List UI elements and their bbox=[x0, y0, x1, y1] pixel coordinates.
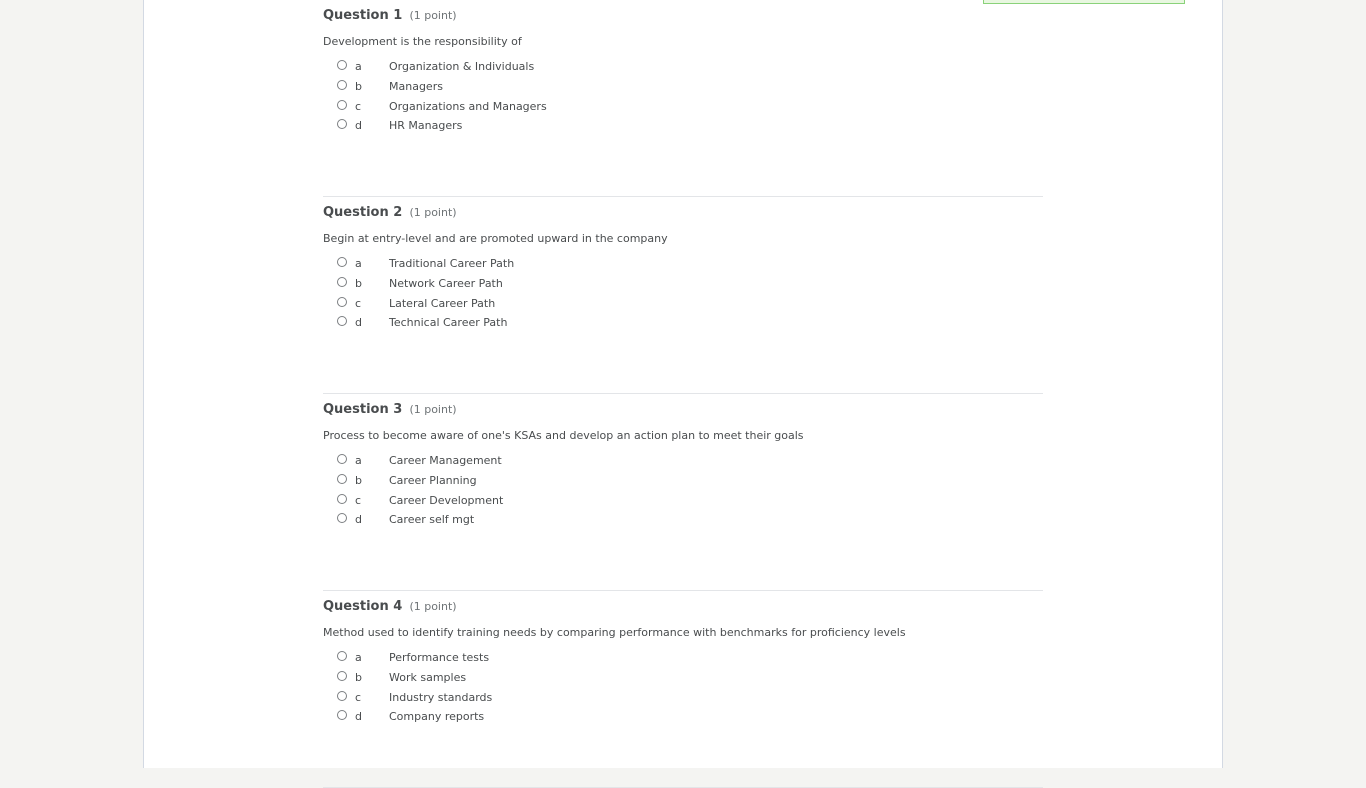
answer-option-d[interactable] bbox=[336, 313, 514, 333]
answer-option-b[interactable] bbox=[336, 668, 492, 688]
option-letter: d bbox=[355, 513, 362, 527]
answer-option-d[interactable] bbox=[336, 116, 547, 136]
option-label: Industry standards bbox=[389, 690, 493, 704]
radio-button[interactable] bbox=[337, 710, 347, 720]
option-letter: d bbox=[355, 710, 362, 724]
option-label: Career self mgt bbox=[389, 513, 475, 527]
answer-options bbox=[336, 648, 492, 727]
question-title: Question 3 bbox=[323, 402, 403, 417]
option-letter: b bbox=[355, 277, 362, 291]
question-title: Question 4 bbox=[323, 599, 403, 614]
question-header bbox=[323, 599, 457, 614]
answer-option-c[interactable] bbox=[336, 293, 514, 313]
question-points: (1 point) bbox=[409, 600, 457, 613]
option-label: Work samples bbox=[389, 671, 467, 685]
answer-option-c[interactable] bbox=[336, 96, 547, 116]
question-text: Development is the responsibility of bbox=[323, 35, 522, 48]
answer-option-b[interactable] bbox=[336, 77, 547, 97]
radio-button[interactable] bbox=[337, 691, 347, 701]
question-points: (1 point) bbox=[409, 403, 457, 416]
option-label: Organizations and Managers bbox=[389, 99, 547, 113]
answer-option-d[interactable] bbox=[336, 707, 492, 727]
answer-option-a[interactable] bbox=[336, 451, 503, 471]
option-label: Traditional Career Path bbox=[389, 257, 515, 271]
answer-option-d[interactable] bbox=[336, 510, 503, 530]
radio-button[interactable] bbox=[337, 671, 347, 681]
option-label: Career Planning bbox=[389, 474, 477, 488]
answer-option-a[interactable] bbox=[336, 57, 547, 77]
question-text: Begin at entry-level and are promoted upward in the company bbox=[323, 232, 668, 245]
radio-button[interactable] bbox=[337, 474, 347, 484]
answer-options bbox=[336, 254, 514, 333]
option-letter: a bbox=[355, 60, 362, 74]
option-label: Technical Career Path bbox=[389, 316, 508, 330]
option-label: Performance tests bbox=[389, 651, 490, 665]
option-letter: d bbox=[355, 119, 362, 133]
radio-button[interactable] bbox=[337, 257, 347, 267]
option-letter: b bbox=[355, 671, 362, 685]
answer-options bbox=[336, 451, 503, 530]
option-letter: c bbox=[355, 296, 362, 310]
option-label: Career Development bbox=[389, 493, 504, 507]
question-1 bbox=[323, 0, 1043, 197]
answer-options bbox=[336, 57, 547, 136]
radio-button[interactable] bbox=[337, 100, 347, 110]
option-letter: b bbox=[355, 474, 362, 488]
option-label: Network Career Path bbox=[389, 277, 503, 291]
answer-option-a[interactable] bbox=[336, 648, 492, 668]
option-letter: d bbox=[355, 316, 362, 330]
question-text: Method used to identify training needs by comparing performance with benchmarks for proficiency levels bbox=[323, 626, 906, 639]
question-points: (1 point) bbox=[409, 206, 457, 219]
radio-button[interactable] bbox=[337, 297, 347, 307]
option-letter: a bbox=[355, 454, 362, 468]
option-letter: b bbox=[355, 80, 362, 94]
radio-button[interactable] bbox=[337, 651, 347, 661]
option-label: Career Management bbox=[389, 454, 502, 468]
question-header bbox=[323, 402, 457, 417]
option-label: Lateral Career Path bbox=[389, 296, 496, 310]
option-letter: c bbox=[355, 99, 362, 113]
option-letter: a bbox=[355, 257, 362, 271]
answer-option-c[interactable] bbox=[336, 490, 503, 510]
question-title: Question 1 bbox=[323, 8, 403, 23]
question-title: Question 2 bbox=[323, 205, 403, 220]
option-label: Managers bbox=[389, 80, 443, 94]
question-text: Process to become aware of one's KSAs and develop an action plan to meet their goals bbox=[323, 429, 804, 442]
option-label: Organization & Individuals bbox=[389, 60, 535, 74]
question-header bbox=[323, 8, 457, 23]
radio-button[interactable] bbox=[337, 316, 347, 326]
answer-option-c[interactable] bbox=[336, 687, 492, 707]
quiz-question-list bbox=[323, 0, 1043, 788]
radio-button[interactable] bbox=[337, 513, 347, 523]
radio-button[interactable] bbox=[337, 60, 347, 70]
option-label: HR Managers bbox=[389, 119, 463, 133]
question-2 bbox=[323, 197, 1043, 394]
question-header bbox=[323, 205, 457, 220]
question-3 bbox=[323, 394, 1043, 591]
option-label: Company reports bbox=[389, 710, 485, 724]
option-letter: c bbox=[355, 493, 362, 507]
answer-option-b[interactable] bbox=[336, 274, 514, 294]
answer-option-b[interactable] bbox=[336, 471, 503, 491]
answer-option-a[interactable] bbox=[336, 254, 514, 274]
radio-button[interactable] bbox=[337, 454, 347, 464]
question-4 bbox=[323, 591, 1043, 788]
radio-button[interactable] bbox=[337, 80, 347, 90]
radio-button[interactable] bbox=[337, 119, 347, 129]
question-points: (1 point) bbox=[409, 9, 457, 22]
option-letter: c bbox=[355, 690, 362, 704]
radio-button[interactable] bbox=[337, 494, 347, 504]
radio-button[interactable] bbox=[337, 277, 347, 287]
option-letter: a bbox=[355, 651, 362, 665]
